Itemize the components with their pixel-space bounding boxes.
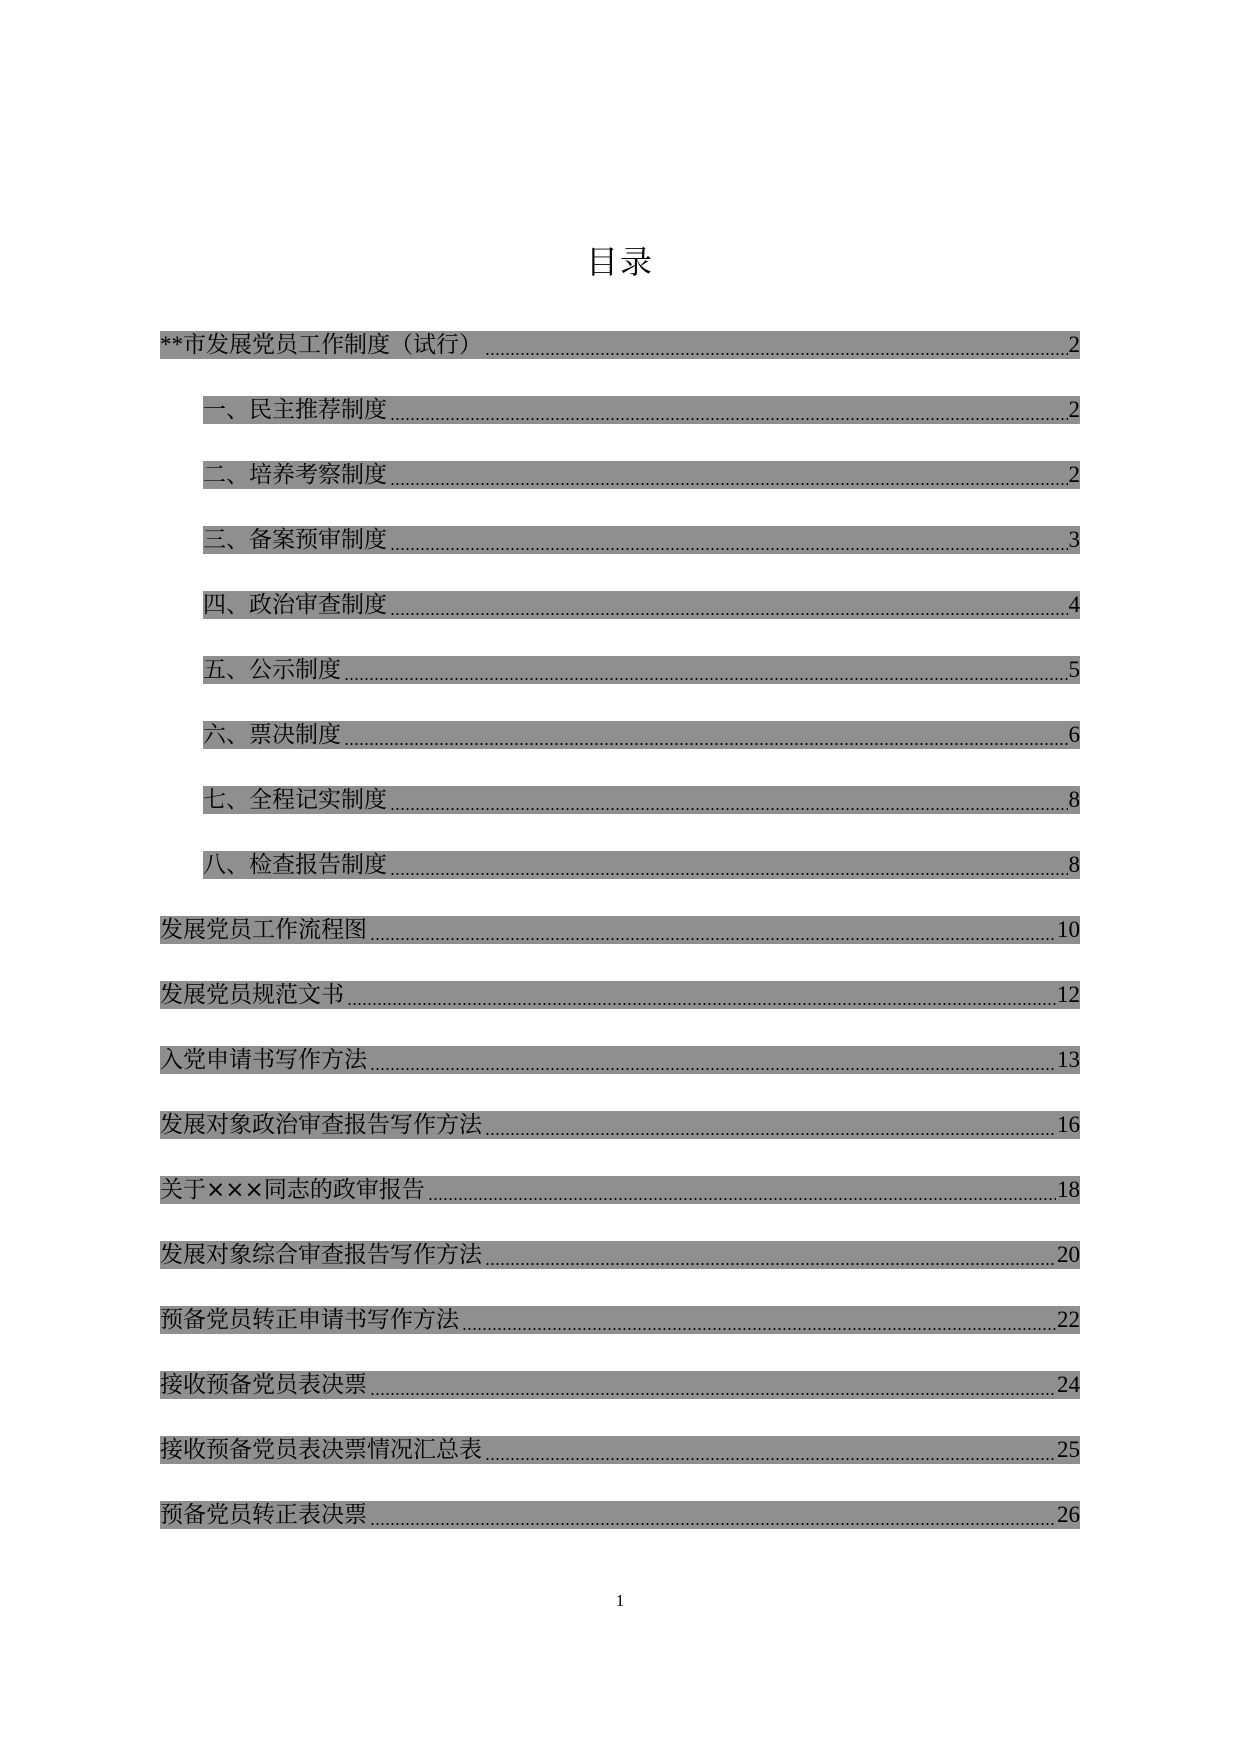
toc-entry[interactable]	[160, 1027, 1080, 1092]
toc-dot-leader	[485, 331, 1068, 359]
toc-entry-highlight	[160, 1176, 1080, 1204]
toc-entry-label	[203, 591, 389, 619]
page-number: 1	[615, 1591, 625, 1610]
toc-dot-leader	[485, 1241, 1056, 1269]
toc-dot-leader	[390, 396, 1068, 424]
toc-entry-page-number: 2	[1068, 396, 1080, 422]
toc-entry[interactable]	[160, 767, 1080, 832]
toc-entry[interactable]	[160, 1222, 1080, 1287]
toc-entry-page-number: 25	[1057, 1436, 1080, 1462]
toc-entry-page-number: 16	[1057, 1111, 1080, 1137]
toc-entry-page-number: 13	[1057, 1046, 1080, 1072]
toc-entry-page-number: 8	[1068, 851, 1080, 877]
toc-entry-page-number: 6	[1068, 721, 1080, 747]
toc-entry-page-number: 22	[1057, 1306, 1080, 1332]
toc-entry-prefix: **	[160, 331, 183, 357]
toc-entry-highlight	[203, 656, 1080, 684]
toc-entry-label	[160, 1241, 484, 1269]
toc-entry-text: 接收预备党员表决票	[160, 1371, 367, 1398]
toc-entry-highlight	[160, 331, 1080, 359]
toc-entry[interactable]	[160, 1287, 1080, 1352]
toc-entry-text: 二、培养考察制度	[203, 461, 387, 488]
toc-entry-text: 预备党员转正申请书写作方法	[160, 1306, 459, 1333]
toc-dot-leader	[370, 916, 1056, 944]
toc-entry-label	[160, 1501, 369, 1529]
toc-entry-text: 发展对象政治审查报告写作方法	[160, 1111, 482, 1138]
page-title: 目录	[585, 243, 654, 281]
toc-entry-page-number: 26	[1057, 1501, 1080, 1527]
toc-entry-label	[160, 1046, 369, 1074]
toc-entry-label	[203, 786, 389, 814]
toc-entry[interactable]	[160, 1157, 1080, 1222]
toc-entry-text: 发展对象综合审查报告写作方法	[160, 1241, 482, 1268]
toc-dot-leader	[485, 1111, 1056, 1139]
toc-entry-text: 六、票决制度	[203, 721, 341, 748]
toc-entry-highlight	[160, 1111, 1080, 1139]
toc-dot-leader	[485, 1436, 1056, 1464]
toc-dot-leader	[370, 1371, 1056, 1399]
toc-entry-label	[160, 1176, 427, 1204]
toc-dot-leader	[344, 656, 1068, 684]
toc-entry-highlight	[203, 851, 1080, 879]
toc-dot-leader	[347, 981, 1056, 1009]
toc-entry[interactable]	[160, 1092, 1080, 1157]
toc-entry-page-number: 12	[1057, 981, 1080, 1007]
toc-entry-label	[160, 1436, 484, 1464]
toc-entry-text: 接收预备党员表决票情况汇总表	[160, 1436, 482, 1463]
toc-entry-highlight	[160, 1241, 1080, 1269]
toc-entry-highlight	[203, 396, 1080, 424]
toc-entry[interactable]	[160, 637, 1080, 702]
toc-entry-page-number: 18	[1057, 1176, 1080, 1202]
toc-entry-text: 三、备案预审制度	[203, 526, 387, 553]
toc-dot-leader	[390, 786, 1068, 814]
toc-entry-page-number: 10	[1057, 916, 1080, 942]
toc-entry-highlight	[160, 1046, 1080, 1074]
toc-dot-leader	[370, 1046, 1056, 1074]
table-of-contents	[160, 312, 1080, 1547]
toc-entry-label	[203, 526, 389, 554]
toc-entry-page-number: 2	[1068, 461, 1080, 487]
toc-entry-label	[203, 851, 389, 879]
toc-entry-page-number: 5	[1068, 656, 1080, 682]
toc-entry-highlight	[160, 1371, 1080, 1399]
toc-entry-label	[160, 1371, 369, 1399]
toc-entry-page-number: 2	[1068, 331, 1080, 357]
toc-dot-leader	[390, 461, 1068, 489]
toc-entry-highlight	[203, 591, 1080, 619]
toc-entry-label	[160, 1111, 484, 1139]
toc-entry[interactable]	[160, 1482, 1080, 1547]
toc-entry-page-number: 3	[1068, 526, 1080, 552]
toc-entry-highlight	[160, 1436, 1080, 1464]
toc-entry-text: 市发展党员工作制度（试行）	[183, 331, 482, 358]
toc-entry-text: 发展党员工作流程图	[160, 916, 367, 943]
toc-entry[interactable]	[160, 897, 1080, 962]
toc-entry-text: 五、公示制度	[203, 656, 341, 683]
toc-entry-label	[203, 396, 389, 424]
toc-entry-text: 八、检查报告制度	[203, 851, 387, 878]
toc-entry[interactable]	[160, 507, 1080, 572]
toc-entry-label	[160, 1306, 461, 1334]
toc-entry-text: 入党申请书写作方法	[160, 1046, 367, 1073]
toc-entry-text: 七、全程记实制度	[203, 786, 387, 813]
toc-entry-label	[160, 981, 346, 1009]
toc-entry-highlight	[160, 981, 1080, 1009]
toc-entry-page-number: 24	[1057, 1371, 1080, 1397]
toc-entry-text: 一、民主推荐制度	[203, 396, 387, 423]
toc-entry-highlight	[203, 526, 1080, 554]
toc-entry-highlight	[160, 1306, 1080, 1334]
toc-entry[interactable]	[160, 832, 1080, 897]
toc-dot-leader	[390, 591, 1068, 619]
toc-entry-highlight	[203, 786, 1080, 814]
toc-entry[interactable]	[160, 1352, 1080, 1417]
toc-entry-page-number: 4	[1068, 591, 1080, 617]
toc-dot-leader	[370, 1501, 1056, 1529]
toc-dot-leader	[344, 721, 1068, 749]
toc-entry-text: 发展党员规范文书	[160, 981, 344, 1008]
toc-entry-text: 关于×××同志的政审报告	[160, 1176, 425, 1203]
toc-entry-highlight	[160, 916, 1080, 944]
toc-entry[interactable]	[160, 572, 1080, 637]
toc-dot-leader	[462, 1306, 1056, 1334]
toc-entry-label	[160, 331, 484, 359]
toc-entry-highlight	[160, 1501, 1080, 1529]
toc-entry[interactable]	[160, 377, 1080, 442]
toc-entry[interactable]	[160, 962, 1080, 1027]
toc-entry-page-number: 20	[1057, 1241, 1080, 1267]
toc-entry-label	[203, 461, 389, 489]
toc-entry-text: 四、政治审查制度	[203, 591, 387, 618]
toc-entry-text: 预备党员转正表决票	[160, 1501, 367, 1528]
toc-entry[interactable]	[160, 702, 1080, 767]
toc-entry-page-number: 8	[1068, 786, 1080, 812]
toc-entry[interactable]	[160, 1417, 1080, 1482]
toc-dot-leader	[390, 526, 1068, 554]
toc-entry[interactable]	[160, 312, 1080, 377]
toc-entry-highlight	[203, 461, 1080, 489]
toc-entry[interactable]	[160, 442, 1080, 507]
toc-entry-label	[203, 721, 343, 749]
toc-entry-label	[203, 656, 343, 684]
toc-dot-leader	[428, 1176, 1056, 1204]
toc-entry-highlight	[203, 721, 1080, 749]
toc-entry-label	[160, 916, 369, 944]
toc-dot-leader	[390, 851, 1068, 879]
